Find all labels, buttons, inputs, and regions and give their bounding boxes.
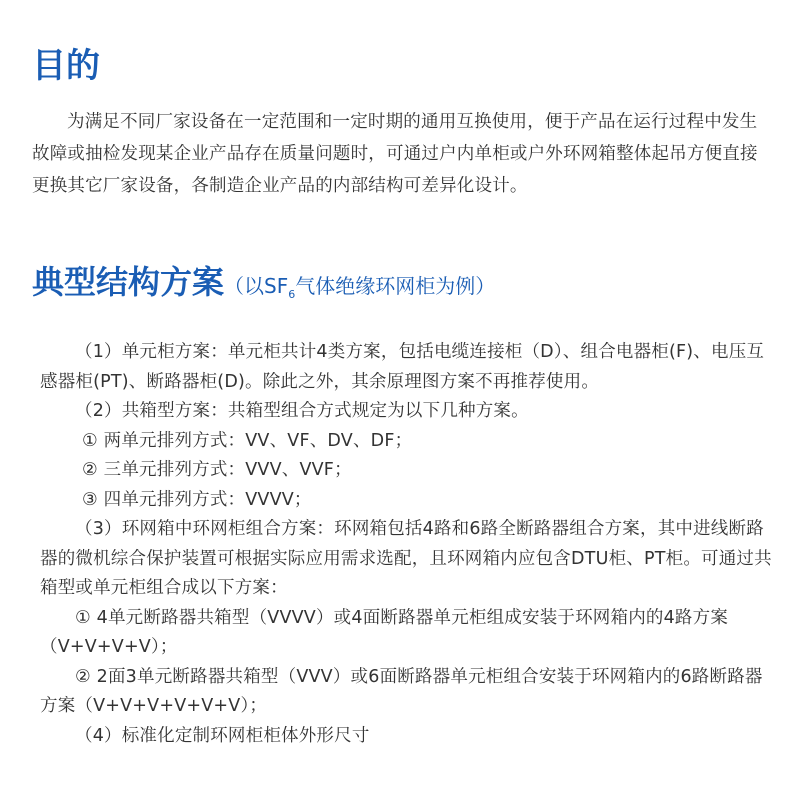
- section-title-typical-structure: [32, 258, 495, 319]
- subtitle-before: （以SF: [224, 274, 289, 298]
- paragraph-unit-cabinet: （1）单元柜方案：单元柜共计4类方案，包括电缆连接柜（D）、组合电器柜(F)、电压互感器柜(PT)、断路器柜(D)。除此之外，其余原理图方案不再推荐使用。: [40, 342, 765, 392]
- list-item: ② 三单元排列方式：VVV、VVF；: [82, 460, 352, 480]
- section-title-main: 典型结构方案: [32, 263, 225, 301]
- purpose-paragraph: 为满足不同厂家设备在一定范围和一定时期的通用互换使用，便于产品在运行过程中发生故障或抽检发现某企业产品存在质量问题时，可通过户内单柜或户外环网箱整体起吊方便直接更换其它厂家设备，各制造企业产品的内部结构可差异化设计。: [32, 112, 758, 196]
- list-item: ② 2面3单元断路器共箱型（VVV）或6面断路器单元柜组合安装于环网箱内的6路断路器方案（V+V+V+V+V+V）；: [40, 666, 763, 716]
- list-item: ① 4单元断路器共箱型（VVVV）或4面断路器单元柜组成安装于环网箱内的4路方案（V+V+V+V）；: [40, 607, 729, 657]
- list-item: ① 两单元排列方式：VV、VF、DV、DF；: [82, 430, 413, 451]
- structure-content: [40, 338, 780, 751]
- section-title-purpose: 目的: [32, 46, 100, 86]
- paragraph-dimensions: （4）标准化定制环网柜柜体外形尺寸: [75, 725, 370, 746]
- subtitle-subscript: 6: [288, 288, 296, 301]
- paragraph-ring-box: （3）环网箱中环网柜组合方案：环网箱包括4路和6路全断路器组合方案，其中进线断路器的微机综合保护装置可根据实际应用需求选配，且环网箱内应包含DTU柜、PT柜。可通过共箱型或单元柜组合成以下方案：: [40, 519, 772, 598]
- paragraph-common-box: （2）共箱型方案：共箱型组合方式规定为以下几种方案。: [75, 401, 529, 421]
- section-subtitle: [224, 274, 496, 301]
- list-item: ③ 四单元排列方式：VVVV；: [82, 489, 312, 510]
- subtitle-after: 气体绝缘环网柜为例）: [295, 274, 496, 298]
